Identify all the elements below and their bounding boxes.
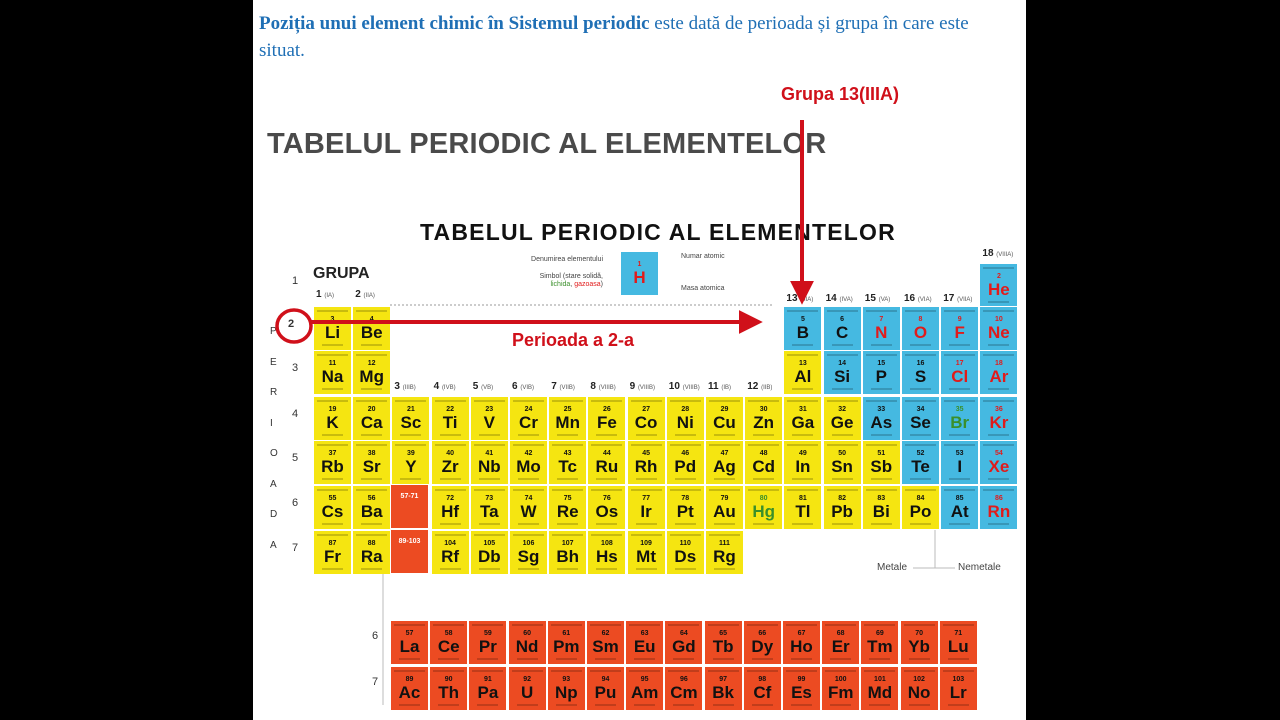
atomic-number: 23 <box>485 406 494 413</box>
atomic-number: 13 <box>798 360 807 367</box>
actinide-period-label: 7 <box>372 676 379 688</box>
actinide-range: 89-103 <box>398 538 421 545</box>
atomic-number: 24 <box>524 406 533 413</box>
element-symbol: Cm <box>670 683 698 702</box>
perioada-letter: P <box>270 326 277 337</box>
atomic-number: 82 <box>838 495 846 502</box>
atomic-number: 94 <box>601 676 610 683</box>
element-symbol: Mo <box>516 457 541 476</box>
element-symbol: Ac <box>398 683 421 702</box>
atomic-number: 38 <box>367 450 376 457</box>
element-symbol: Lr <box>949 683 967 702</box>
document-page <box>253 0 1026 720</box>
group-label: 12 (IIB) <box>747 381 773 392</box>
atomic-number: 107 <box>561 540 574 547</box>
perioada-letter: E <box>270 356 277 368</box>
element-symbol: Pm <box>553 637 580 656</box>
grupa-label: GRUPA <box>313 265 370 282</box>
group-label: 8 (VIIIB) <box>590 381 616 392</box>
atomic-number: 9 <box>957 316 962 323</box>
atomic-number: 110 <box>679 540 691 547</box>
atomic-number: 11 <box>328 360 337 367</box>
element-symbol: Ag <box>713 457 736 476</box>
element-symbol: Am <box>630 683 659 702</box>
perioada-letter: O <box>270 448 278 459</box>
element-symbol: Zr <box>441 457 459 476</box>
grupa-annotation: Grupa 13(IIIA) <box>781 84 900 104</box>
element-symbol: Pa <box>477 683 499 702</box>
atomic-number: 81 <box>798 495 807 502</box>
element-symbol: Rb <box>321 457 344 476</box>
atomic-number: 31 <box>798 406 807 413</box>
atomic-number: 3 <box>330 316 335 323</box>
atomic-number: 69 <box>875 630 884 637</box>
group-label: 5 (VB) <box>472 381 494 392</box>
element-symbol: I <box>957 457 963 476</box>
element-symbol: Ta <box>480 502 499 521</box>
atomic-number: 74 <box>524 495 533 502</box>
element-symbol: Po <box>909 502 932 521</box>
element-symbol: Rg <box>713 547 736 566</box>
atomic-number: 93 <box>562 676 571 683</box>
intro-bold: Poziția unui element chimic în Sistemul periodic <box>259 13 650 34</box>
atomic-number: 103 <box>952 676 965 683</box>
legend-state-label: Simbol (stare solidă, lichida, gazoasa) <box>539 273 603 288</box>
legend-sample-symbol: H <box>633 268 646 287</box>
atomic-number: 6 <box>840 316 845 323</box>
atomic-number: 56 <box>367 495 376 502</box>
atomic-number: 17 <box>955 360 964 367</box>
atomic-number: 99 <box>797 676 806 683</box>
atomic-number: 61 <box>562 630 571 637</box>
period-label: 1 <box>292 275 299 287</box>
element-symbol: Ne <box>988 323 1010 342</box>
element-symbol: Mt <box>636 547 656 566</box>
atomic-number: 44 <box>602 450 611 457</box>
element-symbol: Bi <box>872 502 890 521</box>
atomic-number: 85 <box>955 495 964 502</box>
atomic-number: 51 <box>877 450 886 457</box>
period-label: 3 <box>292 362 299 374</box>
element-symbol: Sr <box>362 457 381 476</box>
period-label: 7 <box>292 542 299 554</box>
element-symbol: U <box>520 683 534 702</box>
element-symbol: O <box>913 323 928 342</box>
element-symbol: Ir <box>640 502 652 521</box>
element-symbol: In <box>795 457 811 476</box>
element-symbol: Th <box>438 683 460 702</box>
element-symbol: W <box>520 502 537 521</box>
element-symbol: Sc <box>400 413 422 432</box>
atomic-number: 65 <box>719 630 727 637</box>
atomic-number: 104 <box>444 540 456 547</box>
element-symbol: Tm <box>867 637 893 656</box>
element-symbol: Be <box>360 323 383 342</box>
period-label: 4 <box>292 408 299 420</box>
atomic-number: 28 <box>681 406 690 413</box>
atomic-number: 40 <box>446 450 454 457</box>
atomic-number: 47 <box>720 450 729 457</box>
element-symbol: Ra <box>360 547 383 566</box>
atomic-number: 21 <box>406 406 415 413</box>
perioada-letter: I <box>270 417 273 429</box>
atomic-number: 27 <box>642 406 650 413</box>
atomic-number: 35 <box>955 406 964 413</box>
atomic-number: 63 <box>640 630 649 637</box>
atomic-number: 102 <box>913 676 925 683</box>
atomic-number: 97 <box>719 676 727 683</box>
element-symbol: Br <box>950 413 970 432</box>
atomic-number: 33 <box>877 406 886 413</box>
element-symbol: Md <box>867 683 893 702</box>
element-symbol: Kr <box>989 413 1009 432</box>
atomic-number: 75 <box>563 495 572 502</box>
atomic-number: 22 <box>446 406 454 413</box>
element-symbol: Ar <box>989 367 1009 386</box>
atomic-number: 10 <box>994 316 1003 323</box>
element-symbol: Li <box>324 323 341 342</box>
element-symbol: Se <box>910 413 931 432</box>
element-symbol: Ce <box>437 637 460 656</box>
atomic-number: 73 <box>485 495 494 502</box>
element-symbol: Ga <box>791 413 815 432</box>
atomic-number: 92 <box>523 676 531 683</box>
perioada-letter: R <box>270 387 278 398</box>
atomic-number: 77 <box>642 495 650 502</box>
atomic-number: 52 <box>916 450 925 457</box>
element-symbol: As <box>870 413 893 432</box>
atomic-number: 4 <box>369 316 374 323</box>
element-symbol: Fr <box>324 547 341 566</box>
legend-number-label: Numar atomic <box>681 253 725 260</box>
atomic-number: 19 <box>328 406 337 413</box>
atomic-number: 89 <box>405 676 414 683</box>
atomic-number: 41 <box>485 450 494 457</box>
group-label: 16 (VIA) <box>904 293 932 304</box>
element-symbol: Sg <box>517 547 540 566</box>
atomic-number: 36 <box>994 406 1003 413</box>
period-label: 6 <box>292 497 299 509</box>
element-symbol: Tb <box>712 637 734 656</box>
atomic-number: 53 <box>955 450 964 457</box>
element-symbol: Ho <box>790 637 813 656</box>
atomic-number: 5 <box>800 316 805 323</box>
atomic-number: 96 <box>679 676 688 683</box>
element-symbol: Au <box>713 502 736 521</box>
atomic-number: 15 <box>877 360 886 367</box>
element-symbol: Pu <box>594 683 617 702</box>
element-symbol: Ge <box>830 413 854 432</box>
element-symbol: Fe <box>596 413 617 432</box>
element-symbol: Er <box>831 637 850 656</box>
atomic-number: 62 <box>601 630 610 637</box>
group-label: 18 (VIIIA) <box>982 248 1014 259</box>
group-label: 3 (IIIB) <box>394 381 416 392</box>
legend-sample-number: 1 <box>637 261 642 268</box>
element-symbol: Sn <box>831 457 853 476</box>
perioada-annotation: Perioada a 2-a <box>512 330 635 350</box>
element-symbol: At <box>950 502 969 521</box>
metals-label: Metale <box>877 562 908 573</box>
atomic-number: 58 <box>444 630 453 637</box>
element-symbol: C <box>835 323 849 342</box>
group-label: 7 (VIIB) <box>551 381 575 392</box>
atomic-number: 45 <box>642 450 650 457</box>
perioada-letter: A <box>270 539 277 551</box>
atomic-number: 30 <box>759 406 768 413</box>
element-symbol: Tc <box>558 457 577 476</box>
group-label: 4 (IVB) <box>433 381 456 392</box>
element-symbol: Tl <box>795 502 811 521</box>
intro-rest: este dată de perioada și grupa în care este situat. <box>259 13 969 61</box>
annotation-layer <box>253 0 1026 720</box>
atomic-number: 20 <box>367 406 376 413</box>
atomic-number: 100 <box>834 676 847 683</box>
element-symbol: Nb <box>477 457 501 476</box>
atomic-number: 42 <box>524 450 533 457</box>
atomic-number: 55 <box>328 495 337 502</box>
legend-mass-label: Masa atomica <box>681 285 725 292</box>
element-symbol: Es <box>791 683 812 702</box>
atomic-number: 7 <box>879 316 884 323</box>
element-symbol: Co <box>634 413 658 432</box>
element-symbol: Xe <box>988 457 1010 476</box>
nonmetals-label: Nemetale <box>958 562 1001 573</box>
atomic-number: 39 <box>406 450 415 457</box>
element-symbol: Ru <box>595 457 619 476</box>
element-symbol: Dy <box>751 637 774 656</box>
atomic-number: 88 <box>367 540 376 547</box>
element-symbol: N <box>875 323 888 342</box>
atomic-number: 79 <box>720 495 729 502</box>
element-symbol: Si <box>834 367 851 386</box>
table-title: TABELUL PERIODIC AL ELEMENTELOR <box>420 219 896 245</box>
atomic-number: 78 <box>681 495 690 502</box>
group-label: 13 (IIIA) <box>786 293 814 304</box>
period-label: 5 <box>292 452 299 464</box>
element-symbol: V <box>483 413 495 432</box>
atomic-number: 46 <box>681 450 690 457</box>
legend-liquid: lichida <box>550 281 571 288</box>
element-symbol: Ca <box>360 413 383 432</box>
element-symbol: Hg <box>752 502 776 521</box>
element-symbol: Gd <box>672 637 696 656</box>
atomic-number: 101 <box>874 676 886 683</box>
element-symbol: Sm <box>592 637 619 656</box>
element-symbol: Bk <box>712 683 734 702</box>
element-symbol: Pb <box>831 502 853 521</box>
element-symbol: S <box>914 367 927 386</box>
element-symbol: Mn <box>555 413 580 432</box>
atomic-number: 105 <box>483 540 496 547</box>
perioada-letter: A <box>270 478 277 490</box>
atomic-number: 106 <box>522 540 535 547</box>
group-label: 1 (IA) <box>316 289 335 300</box>
legend-gas: gazoasa <box>574 281 601 288</box>
element-symbol: Bh <box>556 547 580 566</box>
element-symbol: Db <box>477 547 501 566</box>
lanthanide-period-label: 6 <box>372 630 379 642</box>
atomic-number: 87 <box>328 540 337 547</box>
atomic-number: 98 <box>758 676 767 683</box>
image-title: TABELUL PERIODIC AL ELEMENTELOR <box>267 128 827 160</box>
element-symbol: La <box>399 637 420 656</box>
element-symbol: Ba <box>360 502 383 521</box>
atomic-number: 29 <box>720 406 729 413</box>
atomic-number: 25 <box>563 406 572 413</box>
atomic-number: 71 <box>954 630 963 637</box>
element-symbol: Nd <box>515 637 539 656</box>
atomic-number: 67 <box>797 630 806 637</box>
element-symbol: Rn <box>987 502 1011 521</box>
element-symbol: Re <box>556 502 579 521</box>
element-symbol: Yb <box>908 637 930 656</box>
legend-state-prefix: Simbol (stare solidă, <box>539 273 603 280</box>
atomic-number: 95 <box>640 676 649 683</box>
element-symbol: P <box>875 367 887 386</box>
atomic-number: 91 <box>483 676 492 683</box>
atomic-number: 84 <box>916 495 925 502</box>
atomic-number: 14 <box>838 360 846 367</box>
element-symbol: Np <box>554 683 578 702</box>
legend-name-label: Denumirea elementului <box>531 256 603 263</box>
element-symbol: Lu <box>947 637 969 656</box>
atomic-number: 70 <box>915 630 923 637</box>
atomic-number: 57 <box>405 630 414 637</box>
atomic-number: 76 <box>602 495 611 502</box>
atomic-number: 109 <box>640 540 652 547</box>
element-symbol: Zn <box>753 413 775 432</box>
atomic-number: 72 <box>446 495 454 502</box>
atomic-number: 66 <box>758 630 767 637</box>
element-symbol: Fm <box>827 683 854 702</box>
group-label: 2 (IIA) <box>355 289 375 300</box>
atomic-number: 83 <box>877 495 886 502</box>
group-label: 6 (VIB) <box>512 381 535 392</box>
atomic-number: 90 <box>444 676 453 683</box>
atomic-number: 108 <box>601 540 613 547</box>
element-symbol: Al <box>794 367 812 386</box>
atomic-number: 34 <box>916 406 925 413</box>
atomic-number: 111 <box>719 540 730 547</box>
atomic-number: 12 <box>367 360 376 367</box>
atomic-number: 43 <box>563 450 572 457</box>
atomic-number: 32 <box>838 406 846 413</box>
atomic-number: 2 <box>996 273 1001 280</box>
perioada-letter: D <box>270 509 278 520</box>
atomic-number: 68 <box>836 630 845 637</box>
element-symbol: Ti <box>442 413 458 432</box>
element-symbol: K <box>326 413 339 432</box>
element-symbol: Rh <box>634 457 658 476</box>
element-symbol: Mg <box>359 367 384 386</box>
element-symbol: Cs <box>321 502 344 521</box>
element-symbol: Os <box>595 502 619 521</box>
atomic-number: 8 <box>918 316 923 323</box>
element-symbol: Na <box>321 367 344 386</box>
element-symbol: Pt <box>676 502 694 521</box>
element-symbol: Hf <box>441 502 460 521</box>
element-symbol: Eu <box>633 637 656 656</box>
element-symbol: Ds <box>674 547 697 566</box>
atomic-number: 60 <box>523 630 531 637</box>
element-symbol: Hs <box>596 547 618 566</box>
atomic-number: 18 <box>994 360 1003 367</box>
group-label: 9 (VIIIB) <box>629 381 655 392</box>
element-symbol: Pr <box>478 637 497 656</box>
atomic-number: 37 <box>328 450 337 457</box>
element-symbol: Y <box>405 457 417 476</box>
element-symbol: F <box>954 323 965 342</box>
circled-period-number: 2 <box>288 318 295 330</box>
atomic-number: 59 <box>483 630 492 637</box>
atomic-number: 26 <box>602 406 611 413</box>
group-label: 15 (VA) <box>864 293 891 304</box>
element-symbol: Cu <box>713 413 736 432</box>
atomic-number: 80 <box>759 495 768 502</box>
element-symbol: Cf <box>753 683 772 702</box>
element-symbol: Te <box>911 457 930 476</box>
element-symbol: Ni <box>676 413 694 432</box>
atomic-number: 64 <box>679 630 688 637</box>
element-symbol: Pd <box>674 457 697 476</box>
element-symbol: Cd <box>752 457 776 476</box>
group-label: 10 (VIIIB) <box>668 381 700 392</box>
element-symbol: Cl <box>951 367 969 386</box>
atomic-number: 48 <box>759 450 768 457</box>
atomic-number: 50 <box>838 450 846 457</box>
group-label: 11 (IB) <box>708 381 732 392</box>
atomic-number: 54 <box>994 450 1003 457</box>
element-symbol: B <box>796 323 810 342</box>
atomic-number: 49 <box>798 450 807 457</box>
lanthanide-range: 57-71 <box>400 493 419 500</box>
element-symbol: Sb <box>870 457 893 476</box>
element-symbol: Cr <box>519 413 538 432</box>
atomic-number: 16 <box>916 360 925 367</box>
element-symbol: He <box>988 280 1010 299</box>
group-label: 17 (VIIA) <box>943 293 973 304</box>
atomic-number: 86 <box>994 495 1003 502</box>
group-label: 14 (IVA) <box>825 293 853 304</box>
element-symbol: Rf <box>441 547 460 566</box>
element-symbol: No <box>907 683 931 702</box>
